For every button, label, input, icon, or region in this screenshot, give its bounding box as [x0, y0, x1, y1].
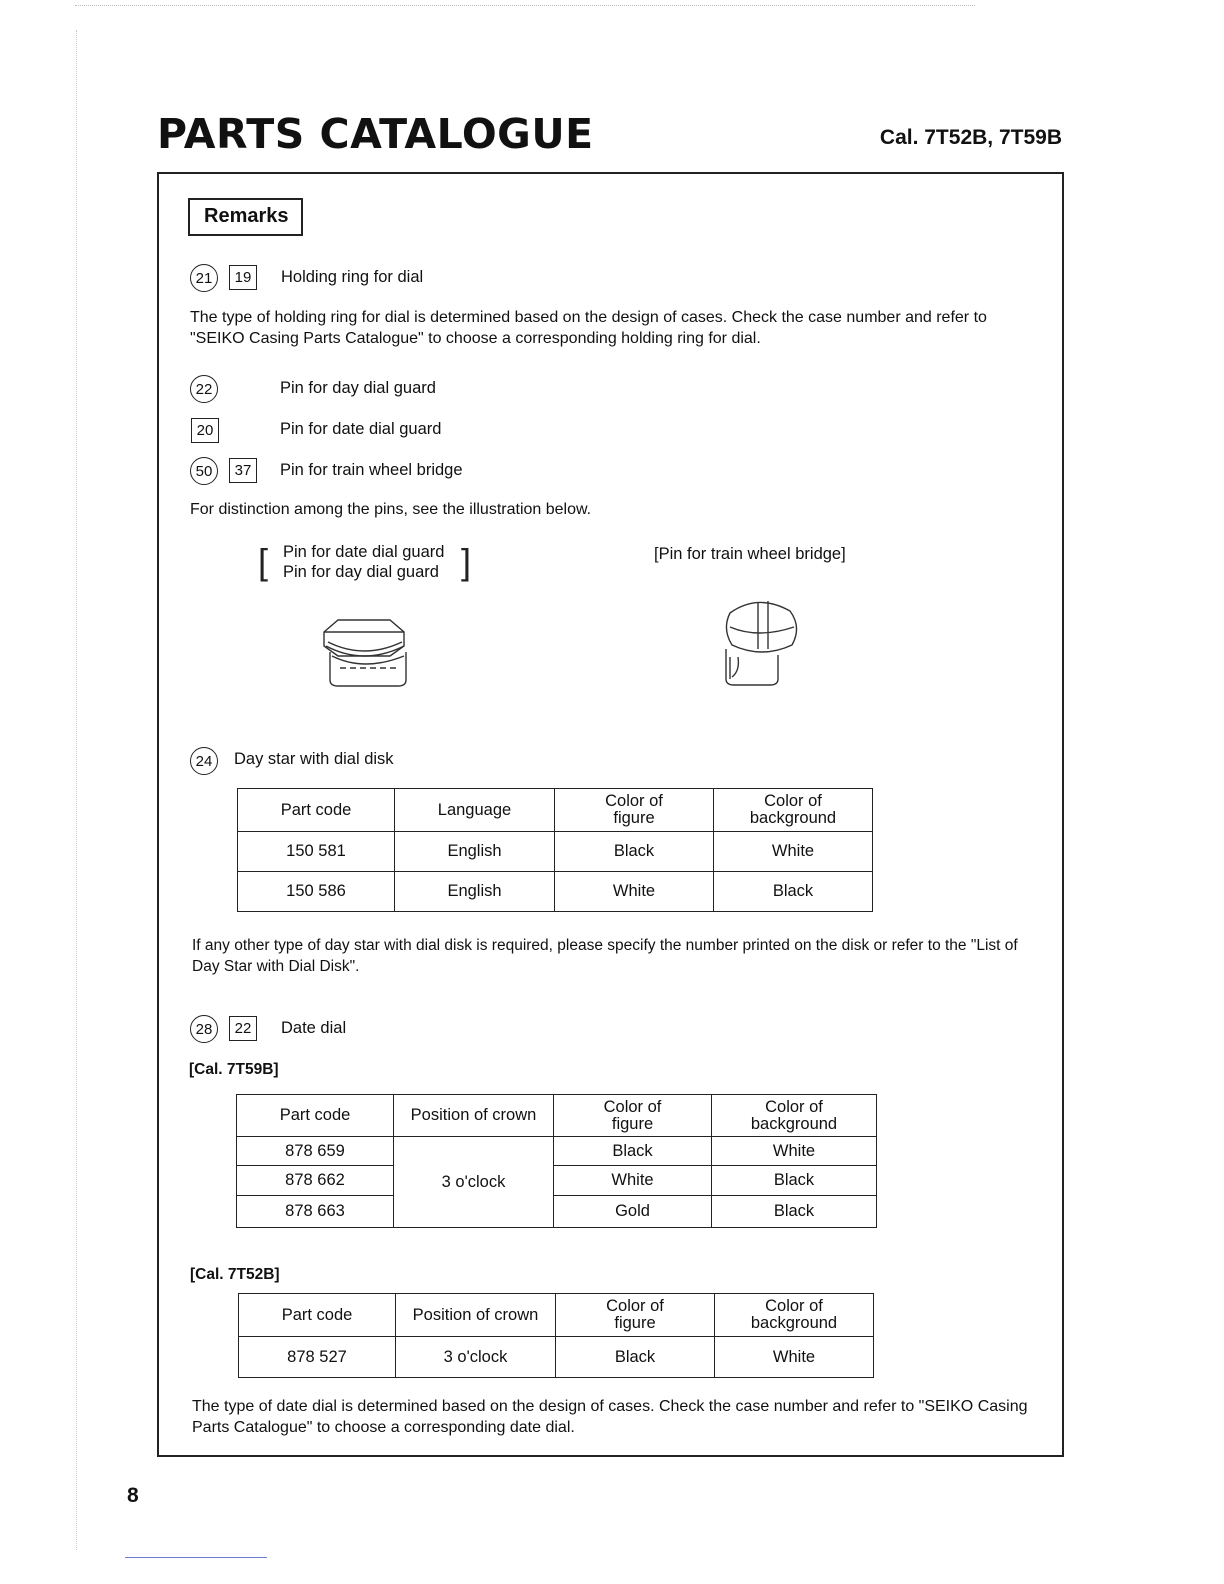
- table-header-cell: [555, 789, 714, 832]
- remarks-heading: Remarks: [188, 198, 303, 236]
- date-dial-note: The type of date dial is determined based on the design of cases. Check the case number and refer to "SEIKO Casing Parts Catalogue" to choose a corresponding date dial.: [192, 1398, 1028, 1436]
- table-cell: 878 659: [237, 1137, 394, 1166]
- bridge-pin-illustration: [718, 597, 808, 692]
- part-number-circle: 50: [190, 457, 218, 485]
- table-header-cell: [556, 1294, 715, 1337]
- table-cell: White: [554, 1166, 712, 1196]
- table-header-cell: [554, 1095, 712, 1137]
- pin-illustration-right-caption: [Pin for train wheel bridge]: [654, 545, 846, 563]
- table-header-cell: Position of crown: [394, 1095, 554, 1137]
- pin-day-dial-guard-label: Pin for day dial guard: [280, 379, 436, 397]
- header-text: Color of figure: [603, 1097, 662, 1133]
- header-text: Color of figure: [605, 792, 663, 827]
- day-star-table: [237, 788, 873, 912]
- table-cell: Black: [556, 1337, 715, 1378]
- table-header-cell: Part code: [237, 1095, 394, 1137]
- table-cell-crown: 3 o'clock: [394, 1137, 554, 1228]
- table-cell: Black: [554, 1137, 712, 1166]
- table-header-row: [239, 1294, 874, 1337]
- table-cell: Gold: [554, 1196, 712, 1228]
- part-number-circle: 22: [190, 375, 218, 403]
- table-cell: 3 o'clock: [396, 1337, 556, 1378]
- header-text: Color of background: [750, 1297, 838, 1332]
- table-cell: Black: [712, 1166, 877, 1196]
- table-cell: English: [395, 832, 555, 872]
- header-text: Color of figure: [606, 1297, 664, 1332]
- part-number-square: 37: [229, 458, 257, 483]
- date-dial-7t52b-table: [238, 1293, 874, 1378]
- table-row: [238, 872, 873, 912]
- table-header-cell: [712, 1095, 877, 1137]
- table-row: [237, 1137, 877, 1166]
- day-star-label: Day star with dial disk: [234, 750, 394, 768]
- table-header-cell: [715, 1294, 874, 1337]
- pins-note: For distinction among the pins, see the illustration below.: [190, 501, 592, 518]
- table-cell: 150 581: [238, 832, 395, 872]
- table-header-row: [237, 1095, 877, 1137]
- table-cell: White: [715, 1337, 874, 1378]
- footer-rule: [125, 1557, 267, 1558]
- part-number-square: 20: [191, 418, 219, 443]
- table-row: [237, 1196, 877, 1228]
- table-cell: English: [395, 872, 555, 912]
- table-header-cell: Position of crown: [396, 1294, 556, 1337]
- table-cell: 150 586: [238, 872, 395, 912]
- table-header-cell: Part code: [238, 789, 395, 832]
- table-cell: White: [714, 832, 873, 872]
- part-number-circle: 24: [190, 747, 218, 775]
- page-title: PARTS CATALOGUE: [157, 110, 594, 158]
- date-dial-label: Date dial: [281, 1019, 347, 1037]
- part-number-circle: 21: [190, 264, 218, 292]
- day-star-note: If any other type of day star with dial disk is required, please specify the number printed on the disk or refer to the "List of Day Star with Dial Disk".: [192, 937, 1018, 975]
- table-cell: Black: [714, 872, 873, 912]
- pin-train-wheel-bridge-label: Pin for train wheel bridge: [280, 461, 463, 479]
- table-row: [239, 1337, 874, 1378]
- table-cell: Black: [712, 1196, 877, 1228]
- table-cell: White: [555, 872, 714, 912]
- pin-illustration-left-caption: [ Pin for date dial guard Pin for day dial guard ]: [258, 541, 472, 582]
- table-header-cell: Part code: [239, 1294, 396, 1337]
- header-text: Color of background: [749, 792, 837, 827]
- table-cell: Black: [555, 832, 714, 872]
- date-dial-7t59b-table: [236, 1094, 877, 1228]
- part-number-circle: 28: [190, 1015, 218, 1043]
- table-row: [237, 1166, 877, 1196]
- table-cell: 878 527: [239, 1337, 396, 1378]
- caliber-label: Cal. 7T52B, 7T59B: [879, 126, 1062, 149]
- table-header-row: [238, 789, 873, 832]
- table-row: [238, 832, 873, 872]
- part-number-square: 22: [229, 1016, 257, 1041]
- part-number-square: 19: [229, 265, 257, 290]
- cal-7t59b-heading: [Cal. 7T59B]: [189, 1061, 279, 1078]
- holding-ring-description: The type of holding ring for dial is determined based on the design of cases. Check the case number and refer to "SEIKO Casing Parts Catalogue" to choose a corresponding holding ring for dial.: [190, 309, 987, 347]
- table-cell: 878 663: [237, 1196, 394, 1228]
- page-number: 8: [127, 1484, 139, 1507]
- guard-pin-illustration: [318, 612, 413, 692]
- table-header-cell: Language: [395, 789, 555, 832]
- scan-edge-left: [76, 30, 78, 1550]
- caption-line-date-guard: Pin for date dial guard: [283, 543, 445, 561]
- table-cell: 878 662: [237, 1166, 394, 1196]
- table-header-cell: [714, 789, 873, 832]
- holding-ring-label: Holding ring for dial: [281, 268, 424, 286]
- header-text: Color of background: [750, 1097, 838, 1133]
- table-cell: White: [712, 1137, 877, 1166]
- scan-edge-top: [75, 5, 975, 7]
- pin-date-dial-guard-label: Pin for date dial guard: [280, 420, 442, 438]
- caption-line-day-guard: Pin for day dial guard: [283, 563, 439, 581]
- cal-7t52b-heading: [Cal. 7T52B]: [190, 1266, 280, 1283]
